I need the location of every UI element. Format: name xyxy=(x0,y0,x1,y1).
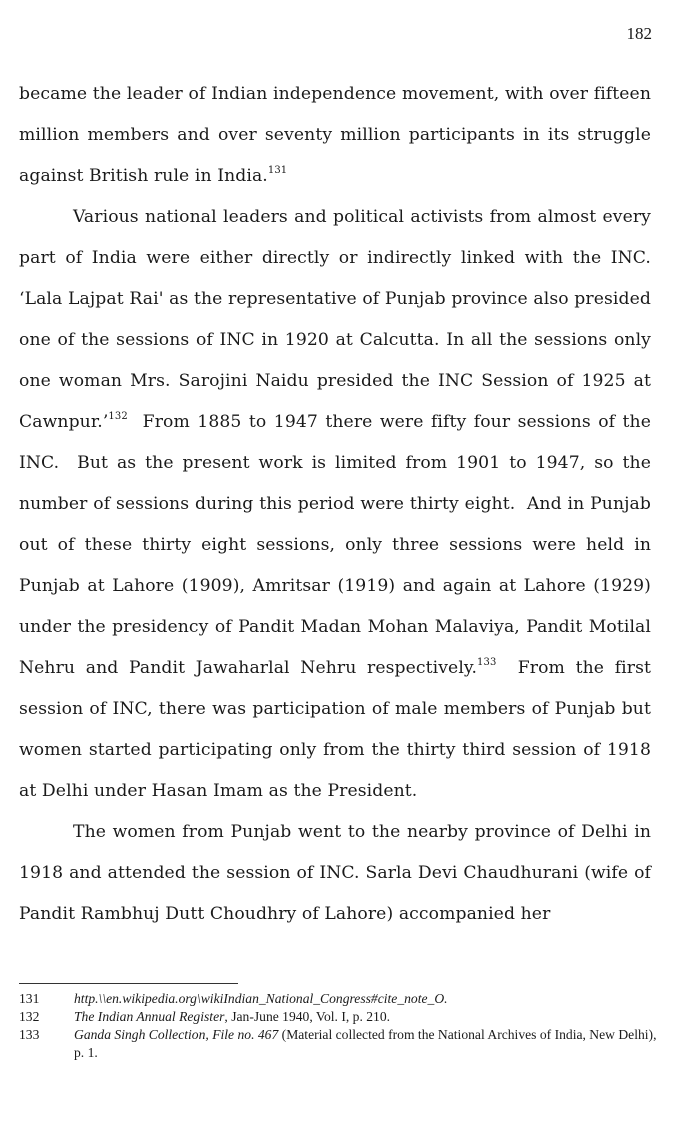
footnote-source: http.\\en.wikipedia.org\wikiIndian_National_Congress#cite_note_O. xyxy=(74,991,448,1006)
footnote-detail: , Jan-June 1940, Vol. I, p. 210. xyxy=(224,1009,391,1024)
footnote-separator xyxy=(19,983,238,984)
paragraph-text: Various national leaders and political activists from almost every part of India were either directly or indirectly linked with the INC. ‘Lala Lajpat Rai' as the representative of Punjab province also presided one of the sessions of INC in 1920 at Calcutta. In all the sessions only one woman Mrs. Sarojini Naidu presided the INC Session of 1925 at Cawnpur.’ xyxy=(19,207,651,432)
paragraph-1 xyxy=(19,74,651,197)
footnote-detail: (Material collected from the National Archives of India, New Delhi), p. 1. xyxy=(74,1027,657,1060)
footnote-ref: 131 xyxy=(267,165,288,176)
page-number: 182 xyxy=(626,24,652,43)
paragraph-text: became the leader of Indian independence movement, with over fifteen million members and over seventy million participants in its struggle against British rule in India. xyxy=(19,84,651,186)
footnote-text xyxy=(74,990,659,1008)
footnote-number: 132 xyxy=(19,1009,40,1024)
footnote-133 xyxy=(19,1026,659,1062)
footnote-text xyxy=(74,1008,659,1026)
footnote-ref: 132 xyxy=(108,411,128,422)
footnotes xyxy=(19,990,659,1062)
footnote-131 xyxy=(19,990,659,1008)
paragraph-text: From 1885 to 1947 there were fifty four sessions of the INC. But as the present work is limited from 1901 to 1947, so the number of sessions during this period were thirty eight. And in Punjab out of these thirty eight sessions, only three sessions were held in Punjab at Lahore (1909), Amritsar (1919) and again at Lahore (1929) under the presidency of Pandit Madan Mohan Malaviya, Pandit Motilal Nehru and Pandit Jawaharlal Nehru respectively. xyxy=(19,412,657,678)
footnote-ref: 133 xyxy=(477,657,497,668)
paragraph-text: From the first session of INC, there was participation of male members of Punjab but women started participating only from the thirty third session of 1918 at Delhi under Hasan Imam as the President. xyxy=(19,658,657,801)
paragraph-2 xyxy=(19,197,657,812)
footnote-text xyxy=(74,1026,659,1062)
footnote-source: The Indian Annual Register xyxy=(74,1009,225,1024)
footnote-source: Ganda Singh Collection, File no. 467 xyxy=(74,1027,279,1042)
body-text xyxy=(19,74,657,935)
paragraph-text: The women from Punjab went to the nearby province of Delhi in 1918 and attended the session of INC. Sarla Devi Chaudhurani (wife of Pandit Rambhuj Dutt Choudhry of Lahore) accompanied her xyxy=(19,822,651,924)
paragraph-3 xyxy=(19,812,651,935)
footnote-number: 131 xyxy=(19,991,40,1006)
footnote-number: 133 xyxy=(19,1027,40,1042)
footnote-132 xyxy=(19,1008,659,1026)
